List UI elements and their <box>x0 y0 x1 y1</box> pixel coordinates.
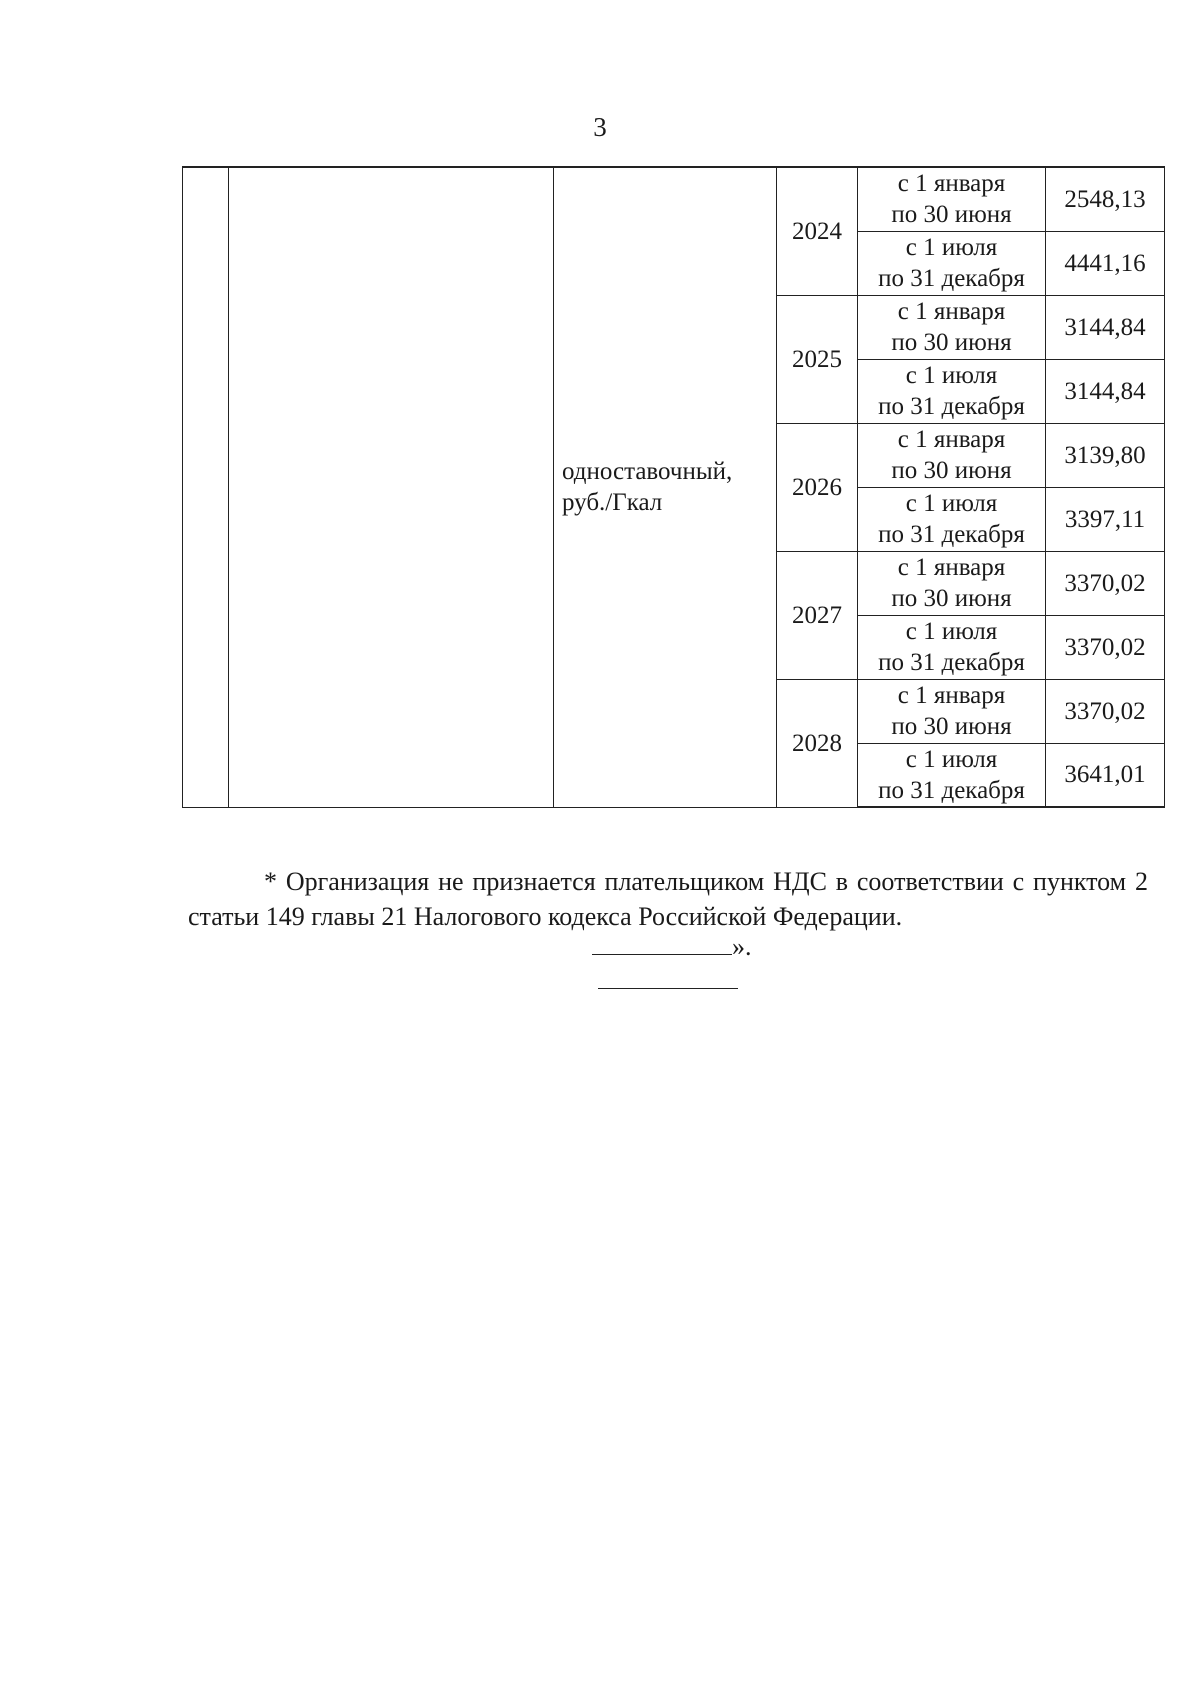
period-end: по 30 июня <box>891 201 1012 229</box>
period-cell <box>858 487 1046 551</box>
period-cell <box>858 615 1046 679</box>
period-end: по 31 декабря <box>878 521 1025 548</box>
period-cell <box>858 167 1046 231</box>
table-row <box>183 167 1165 231</box>
tariff-type-cell: одноставочный, руб./Гкал <box>554 167 777 807</box>
tariff-value-cell: 3144,84 <box>1046 359 1165 423</box>
tariff-value-cell: 2548,13 <box>1046 167 1165 231</box>
period-start: с 1 января <box>897 682 1006 709</box>
tariff-value-cell: 3641,01 <box>1046 743 1165 807</box>
period-end: по 30 июня <box>891 329 1012 356</box>
year-cell: 2024 <box>777 167 858 295</box>
tariff-value-cell: 3370,02 <box>1046 551 1165 615</box>
year-cell: 2026 <box>777 423 858 551</box>
year-cell: 2025 <box>777 295 858 423</box>
period-end: по 31 декабря <box>878 776 1025 804</box>
tariff-value-cell: 3370,02 <box>1046 615 1165 679</box>
footnote: * Организация не признается плательщиком НДС в соответствии с пунктом 2 статьи 149 главы 21 Налогового кодекса Российской Федерации. <box>188 867 1148 931</box>
closing-mark: ». <box>732 932 752 961</box>
period-cell <box>858 359 1046 423</box>
tariff-value-cell: 4441,16 <box>1046 231 1165 295</box>
period-start: с 1 июля <box>905 234 998 261</box>
tariff-value-cell: 3144,84 <box>1046 295 1165 359</box>
period-start: с 1 июля <box>905 490 998 517</box>
period-start: с 1 июля <box>905 618 998 645</box>
tariff-value-cell: 3397,11 <box>1046 487 1165 551</box>
period-end: по 31 декабря <box>878 265 1025 292</box>
period-start: с 1 июля <box>905 745 998 773</box>
period-cell <box>858 423 1046 487</box>
organization-column-cell <box>229 167 554 807</box>
period-start: с 1 января <box>897 170 1006 198</box>
period-start: с 1 января <box>897 298 1006 325</box>
period-end: по 30 июня <box>891 585 1012 612</box>
period-end: по 30 июня <box>891 713 1012 740</box>
closing-blank-line <box>592 934 732 955</box>
period-end: по 31 декабря <box>878 649 1025 676</box>
tariff-value-cell: 3370,02 <box>1046 679 1165 743</box>
period-end: по 30 июня <box>891 457 1012 484</box>
period-start: с 1 июля <box>905 362 998 389</box>
page-number: 3 <box>593 112 607 142</box>
separator-rule <box>598 988 738 989</box>
period-end: по 31 декабря <box>878 393 1025 420</box>
period-cell <box>858 295 1046 359</box>
period-cell <box>858 231 1046 295</box>
year-cell: 2028 <box>777 679 858 807</box>
tariff-table-body <box>183 167 1165 807</box>
closing-line <box>592 932 752 962</box>
number-column-cell <box>183 167 229 807</box>
period-start: с 1 января <box>897 554 1006 581</box>
period-cell <box>858 743 1046 807</box>
tariff-value-cell: 3139,80 <box>1046 423 1165 487</box>
period-start: с 1 января <box>897 426 1006 453</box>
tariff-table <box>182 166 1165 808</box>
period-cell <box>858 679 1046 743</box>
period-cell <box>858 551 1046 615</box>
year-cell: 2027 <box>777 551 858 679</box>
